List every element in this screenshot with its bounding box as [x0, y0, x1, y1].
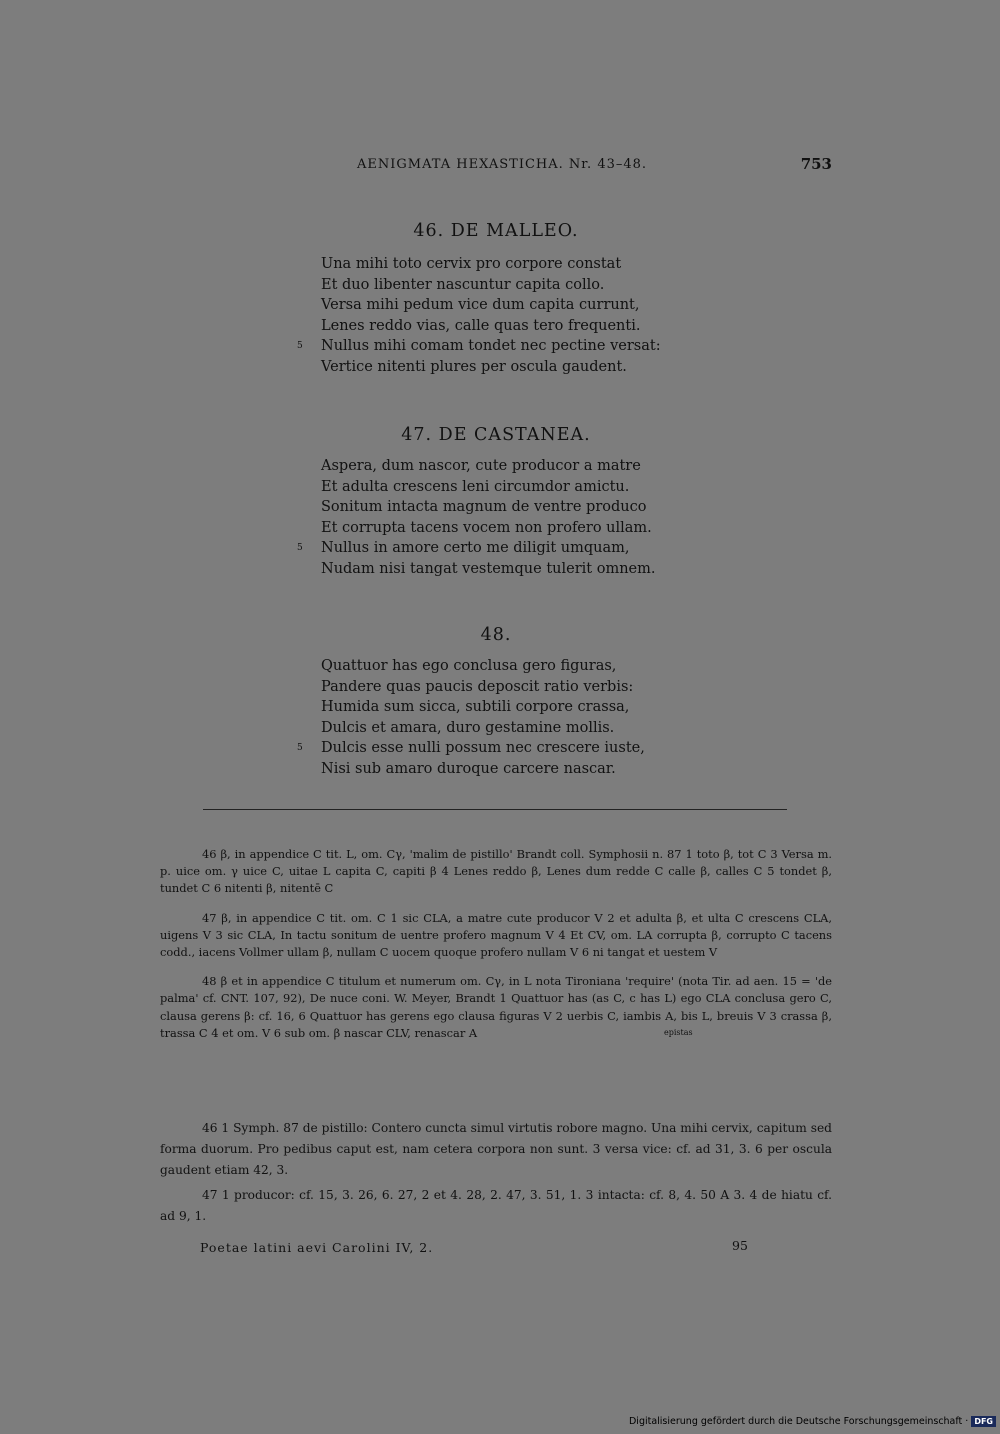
poem-47 — [297, 456, 741, 579]
running-head-title: AENIGMATA HEXASTICHA. Nr. 43–48. — [357, 157, 648, 172]
poem-line: Et adulta crescens leni circumdor amictu. — [321, 478, 630, 495]
credit-text: Digitalisierung gefördert durch die Deutsche Forschungsgemeinschaft · — [628, 1416, 969, 1427]
divider-rule — [203, 809, 787, 810]
source-note-47: 47 1 producor: cf. 15, 3. 26, 6. 27, 2 et 4. 28, 2. 47, 3. 51, 1. 3 intacta: cf. 8, 4. 50 A 3. 4 de hiatu cf. ad 9, 1. — [160, 1188, 832, 1223]
poem-line: Versa mihi pedum vice dum capita currunt, — [321, 297, 640, 313]
running-head — [160, 157, 832, 179]
digitization-credit — [629, 1416, 996, 1427]
poem-title-46: 46. DE MALLEO. — [413, 221, 579, 241]
source-notes — [160, 1118, 832, 1231]
page-number: 753 — [800, 155, 832, 173]
poem-line: 5 Dulcis esse nulli possum nec crescere iuste, — [321, 738, 741, 759]
poem-line: Vertice nitenti plures per oscula gaudent. — [321, 358, 627, 375]
poem-line: Dulcis et amara, duro gestamine mollis. — [321, 719, 615, 736]
poem-line: Sonitum intacta magnum de ventre produco — [321, 499, 647, 515]
line-number: 5 — [297, 341, 303, 351]
poem-title-48: 48. — [480, 625, 512, 645]
poem-line: 5 Nullus in amore certo me diligit umquam, — [321, 538, 741, 559]
poem-line: 5 Nullus mihi comam tondet nec pectine versat: — [321, 336, 741, 357]
apparatus-note-48: 48 β et in appendice C titulum et numerum om. Cγ, in L nota Tironiana 'require' (nota Tir. ad aen. 15 = 'de palma' cf. CNT. 107, 92), De nuce coni. W. Meyer, Brandt 1 Quattuor has (as C, c has L) ego CLA conclusa gero C, clausa gerens β: cf. 16, 6 Quattuor has gerens ego clausa figuras V 2 uerbis C, iambis A, bis L, breuis V 3 crassa β, trassa C 4 et om. V 6 sub om. β nascar CLV, renascar A — [160, 974, 832, 1040]
poem-line: Nisi sub amaro duroque carcere nascar. — [321, 760, 616, 777]
line-number: 5 — [297, 543, 303, 553]
poem-line: Pandere quas paucis deposcit ratio verbis: — [321, 678, 634, 695]
footer-sheet-number: 95 — [732, 1238, 748, 1253]
poem-line: Et corrupta tacens vocem non profero ullam. — [321, 519, 652, 536]
poem-title-47: 47. DE CASTANEA. — [401, 425, 591, 445]
source-note-46: 46 1 Symph. 87 de pistillo: Contero cuncta simul virtutis robore magno. Una mihi cervix, capitum sed forma duorum. Pro pedibus caput est, nam cetera corpora non sunt. 3 versa vice: cf. ad 31, 3. 6 per oscula gaudent etiam 42, 3. — [160, 1121, 832, 1177]
apparatus-superscript: epistas — [664, 1028, 693, 1037]
poem-line: Una mihi toto cervix pro corpore constat — [321, 256, 622, 272]
poem-line: Humida sum sicca, subtili corpore crassa, — [321, 699, 630, 715]
footer-series: Poetae latini aevi Carolini IV, 2. — [200, 1240, 434, 1255]
poem-46 — [297, 254, 741, 377]
poem-48 — [297, 656, 741, 779]
line-number: 5 — [297, 743, 303, 753]
apparatus-note-47: 47 β, in appendice C tit. om. C 1 sic CLA, a matre cute producor V 2 et adulta β, et ulta C crescens CLA, uigens V 3 sic CLA, In tactu sonitum de uentre profero magnum V 4 Et CV, om. LA corrupta β, corrupto C tacens codd., iacens Vollmer ullam β, nullam C uocem quoque profero nullam V 6 ni tangat et uestem V — [160, 910, 832, 960]
dfg-logo-icon: DFG — [971, 1416, 996, 1427]
critical-apparatus — [160, 846, 832, 1051]
poem-line: Et duo libenter nascuntur capita collo. — [321, 276, 605, 293]
poem-line: Quattuor has ego conclusa gero figuras, — [321, 658, 617, 674]
poem-line: Nudam nisi tangat vestemque tulerit omnem. — [321, 560, 656, 577]
poem-line: Lenes reddo vias, calle quas tero frequenti. — [321, 317, 641, 334]
apparatus-note-46: 46 β, in appendice C tit. L, om. Cγ, 'malim de pistillo' Brandt coll. Symphosii n. 87 1 toto β, tot C 3 Versa m. p. uice om. γ uice C, uitae L capita C, capiti β 4 Lenes reddo β, Lenes dum redde C calle β, calles C 5 tondet β, tundet C 6 nitenti β, nitentē C — [160, 847, 832, 896]
poem-line: Aspera, dum nascor, cute producor a matre — [321, 458, 641, 474]
